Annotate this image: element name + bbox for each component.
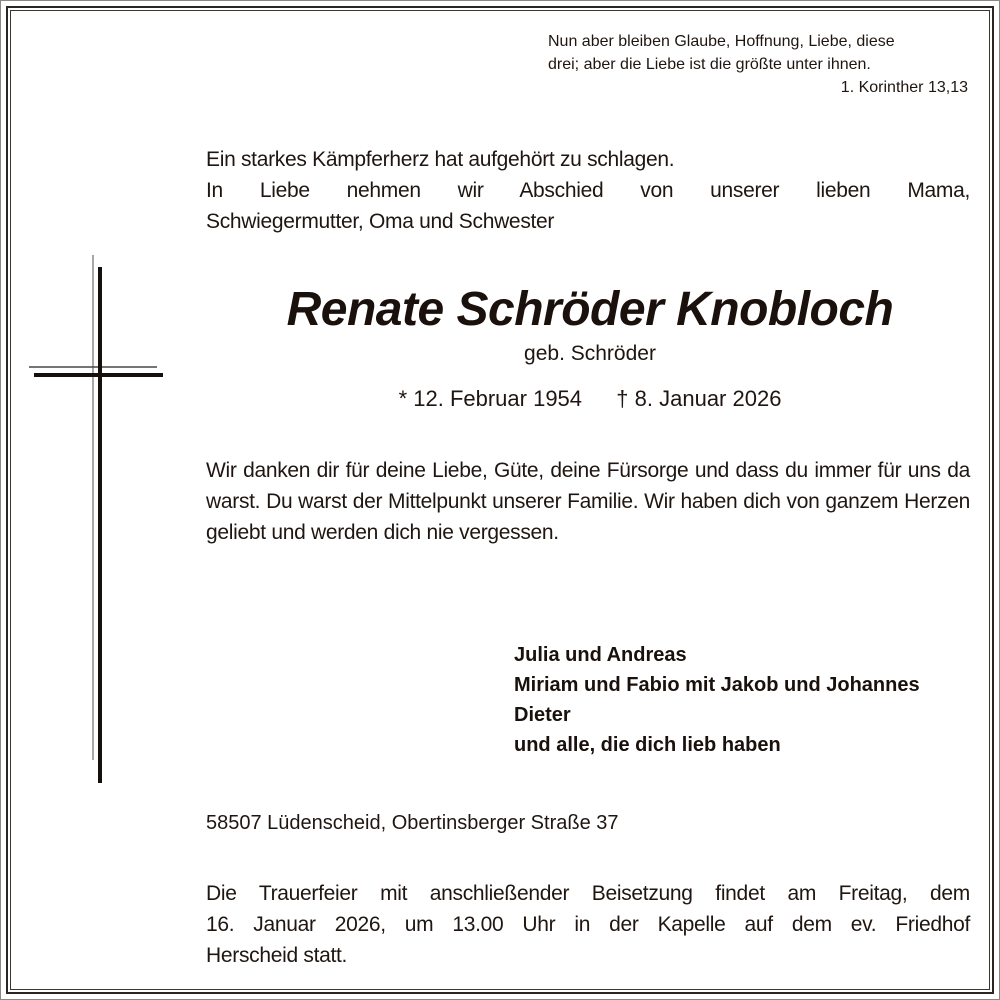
quote-line-1: Nun aber bleiben Glaube, Hoffnung, Liebe, diese — [548, 33, 895, 50]
birth-name: geb. Schröder — [524, 342, 656, 365]
family-member: und alle, die dich lieb haben — [514, 734, 781, 756]
death-symbol: † — [616, 386, 629, 411]
cross-icon — [28, 255, 168, 785]
birth-date: 12. Februar 1954 — [413, 386, 583, 411]
family-member: Dieter — [514, 704, 571, 726]
birth-symbol: * — [398, 386, 408, 411]
intro-line-1: Ein starkes Kämpferherz hat aufgehört zu schlagen. — [206, 148, 675, 171]
funeral-line-3: Herscheid statt. — [206, 944, 348, 967]
funeral-line-2: 16. Januar 2026, um 13.00 Uhr in der Kapelle auf dem ev. Friedhof — [206, 913, 970, 936]
life-dates — [200, 386, 980, 412]
death-date: 8. Januar 2026 — [634, 386, 782, 411]
family-signatures — [514, 640, 920, 760]
quote-reference: 1. Korinther 13,13 — [840, 79, 968, 96]
intro-line-3: Schwiegermutter, Oma und Schwester — [206, 210, 555, 233]
intro-line-2: In Liebe nehmen wir Abschied von unserer lieben Mama, — [206, 179, 970, 202]
funeral-line-1: Die Trauerfeier mit anschließender Beisetzung findet am Freitag, dem — [206, 882, 970, 905]
bible-quote — [548, 30, 968, 99]
quote-line-2: drei; aber die Liebe ist die größte unter ihnen. — [548, 56, 871, 73]
family-member: Miriam und Fabio mit Jakob und Johannes — [514, 674, 920, 696]
thanks-text: Wir danken dir für deine Liebe, Güte, deine Fürsorge und dass du immer für uns da warst. Du warst der Mittelpunkt unserer Familie. Wir haben dich von ganzem Herzen geliebt und werden dich nie vergessen. — [206, 459, 970, 544]
family-member: Julia und Andreas — [514, 644, 687, 666]
deceased-name: Renate Schröder Knobloch — [286, 283, 894, 336]
address: 58507 Lüdenscheid, Obertinsberger Straße 37 — [206, 812, 619, 834]
intro-text — [206, 144, 970, 237]
funeral-info — [206, 878, 970, 971]
